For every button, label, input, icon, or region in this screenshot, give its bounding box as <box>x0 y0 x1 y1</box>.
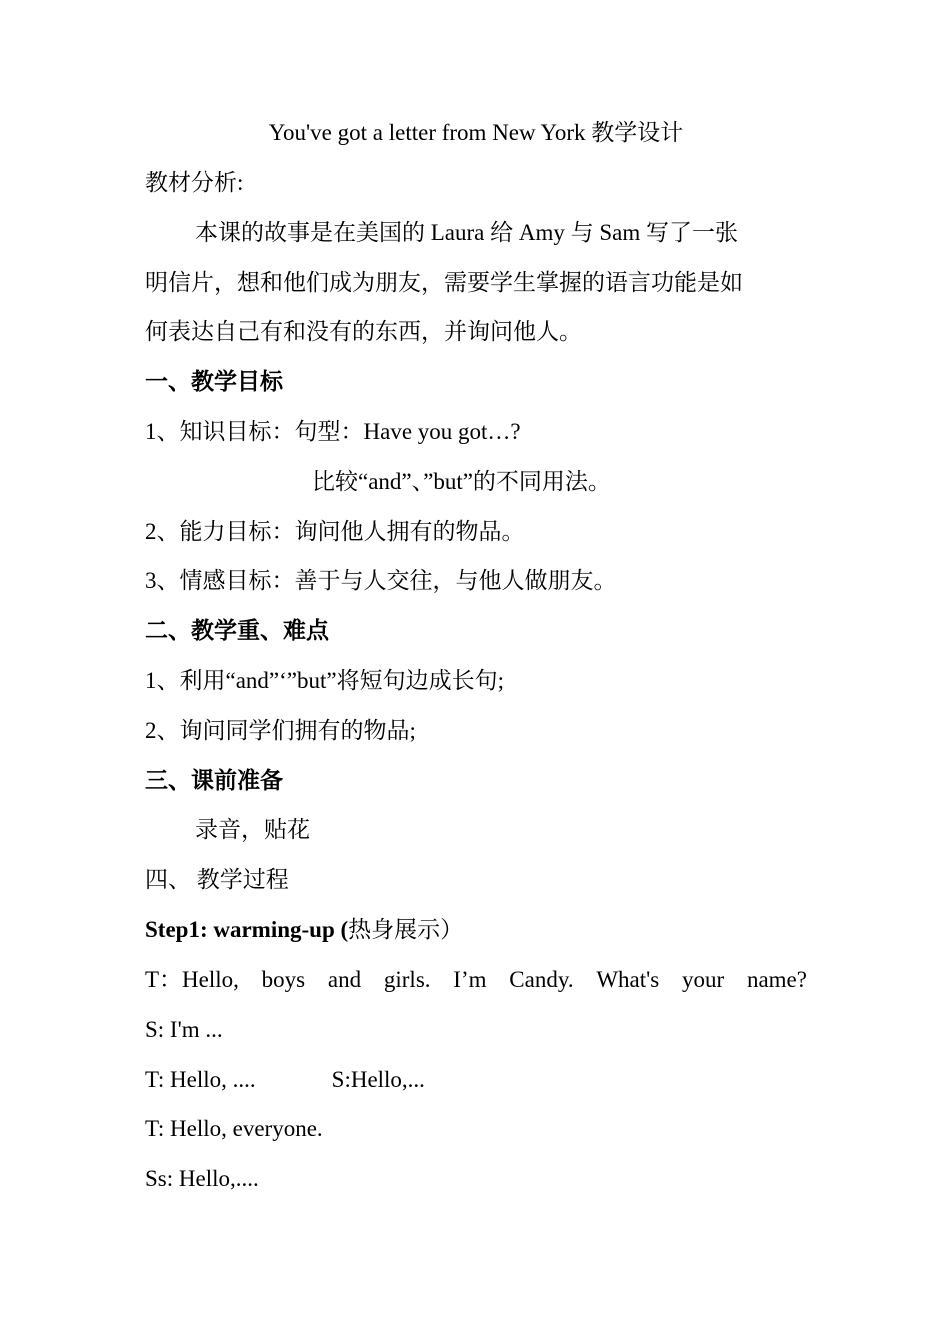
dialogue-teacher: T: Hello, .... <box>145 1067 256 1092</box>
objective-knowledge: 1、知识目标：句型：Have you got…? <box>145 419 521 444</box>
dialogue-word: name? <box>746 967 807 992</box>
analysis-paragraph-line: 何表达自己有和没有的东西，并询问他人。 <box>145 319 582 344</box>
dialogue-line-1 <box>145 963 807 997</box>
section-heading-objectives: 一、教学目标 <box>145 369 283 394</box>
objective-emotion: 3、情感目标：善于与人交往，与他人做朋友。 <box>145 568 617 593</box>
dialogue-word: Candy. <box>509 967 574 992</box>
preparation-content: 录音，贴花 <box>195 817 310 842</box>
section-heading-preparation: 三、课前准备 <box>145 768 283 793</box>
dialogue-word: your <box>682 967 725 992</box>
dialogue-word: I’m <box>453 967 487 992</box>
dialogue-line-2: S: I'm ... <box>145 1017 223 1042</box>
dialogue-word: What's <box>596 967 660 992</box>
objective-ability: 2、能力目标：询问他人拥有的物品。 <box>145 519 525 544</box>
step1-label-rest: 热身展示） <box>348 917 464 942</box>
key-point-item: 1、利用“and”‘”but”将短句边成长句; <box>145 668 504 693</box>
document-title: You've got a letter from New York 教学设计 <box>268 120 684 145</box>
dialogue-line-3 <box>145 1063 807 1097</box>
dialogue-line-4: T: Hello, everyone. <box>145 1116 323 1141</box>
objective-knowledge-cont: 比较“and”、”but”的不同用法。 <box>312 469 611 494</box>
analysis-heading: 教材分析: <box>145 170 244 195</box>
key-point-item: 2、询问同学们拥有的物品; <box>145 718 416 743</box>
step1-label: Step1: warming-up ( <box>145 917 349 942</box>
dialogue-line-5: Ss: Hello,.... <box>145 1166 259 1191</box>
dialogue-student: S:Hello,... <box>331 1067 425 1092</box>
analysis-paragraph-line: 本课的故事是在美国的 Laura 给 Amy 与 Sam 写了一张 <box>195 220 739 245</box>
dialogue-word: boys <box>261 967 306 992</box>
section-heading-process: 四、 教学过程 <box>145 867 289 892</box>
step1-heading <box>145 913 807 947</box>
dialogue-word: girls. <box>383 967 431 992</box>
analysis-paragraph-line: 明信片，想和他们成为朋友，需要学生掌握的语言功能是如 <box>145 270 743 295</box>
dialogue-word: T：Hello, <box>145 967 239 992</box>
dialogue-word: and <box>327 967 362 992</box>
section-heading-key-points: 二、教学重、难点 <box>145 618 329 643</box>
